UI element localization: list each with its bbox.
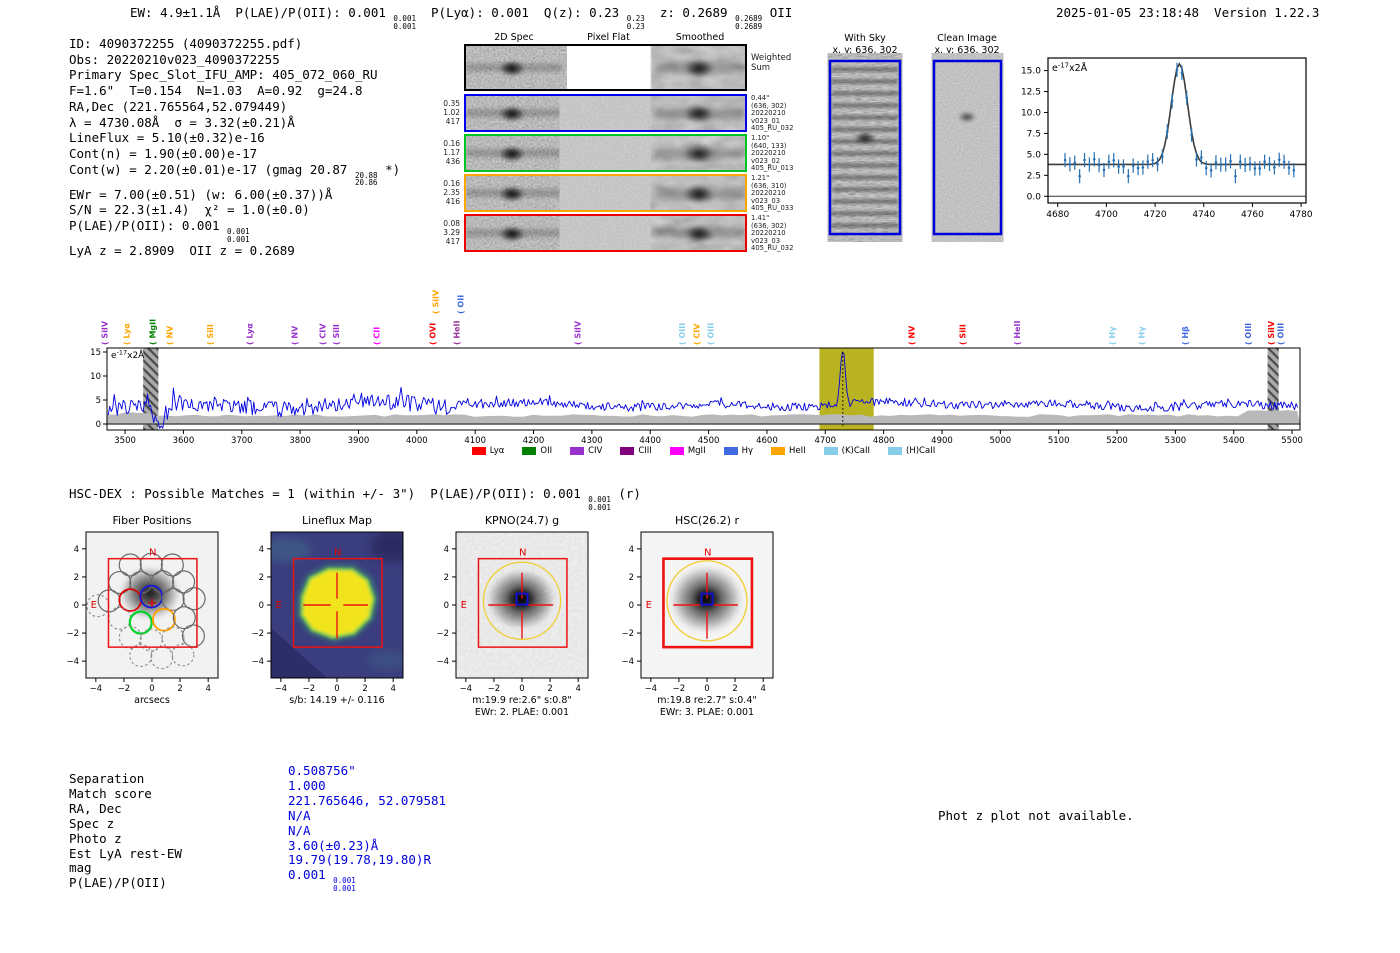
svg-text:KPNO(24.7) g: KPNO(24.7) g <box>484 514 560 527</box>
svg-text:e-17x2Å: $e^{-17}x2Å$ <box>1052 61 1088 74</box>
legend-item: OII <box>522 446 552 456</box>
svg-text:4300: 4300 <box>581 436 603 446</box>
info-line: RA,Dec (221.765564,52.079449) <box>69 98 288 114</box>
spec2d-row-left-label: 0.08 3.29 417 <box>443 219 460 246</box>
svg-text:3500: 3500 <box>114 436 136 446</box>
svg-text:4780: 4780 <box>1289 210 1313 220</box>
svg-text:( SiII: ( SiII <box>958 324 968 345</box>
info-line: LyA z = 2.8909 OII z = 0.2689 <box>69 243 295 259</box>
clean-image-coords: x, y: 636, 302 <box>934 44 1000 56</box>
svg-text:s/b: 14.19 +/- 0.116: s/b: 14.19 +/- 0.116 <box>289 695 385 706</box>
svg-text:EWr: 2. PLAE: 0.001: EWr: 2. PLAE: 0.001 <box>474 707 570 718</box>
legend-item: MgII <box>670 446 706 456</box>
spec2d-row <box>464 174 747 212</box>
match-table-value: 19.79(19.78,19.80)R <box>288 852 431 868</box>
match-table-label: mag <box>69 860 92 876</box>
info-line: S/N = 22.3(±1.4) χ² = 1.0(±0.0) <box>69 202 310 218</box>
svg-text:5200: 5200 <box>1106 436 1128 446</box>
match-table-label: Spec z <box>69 815 115 831</box>
spec2d-row-right-label: 1.10" (640, 133) 20220210 v023_02 405_RU_013 <box>751 134 794 173</box>
svg-text:10.0: 10.0 <box>1020 108 1041 119</box>
svg-text:( Lyα: ( Lyα <box>245 323 255 345</box>
match-table-value: N/A <box>288 822 311 838</box>
cutout-image_smooth <box>605 510 805 722</box>
svg-text:0: 0 <box>73 601 79 611</box>
svg-text:N: N <box>703 547 712 559</box>
svg-text:2: 2 <box>628 572 634 583</box>
svg-text:( CIV: ( CIV <box>692 323 702 345</box>
spec2d-row-right-label: 1.21" (636, 310) 20220210 v023_03 405_RU_033 <box>751 174 794 213</box>
match-table-value: 1.000 <box>288 777 326 793</box>
spectrum-legend <box>107 444 1300 458</box>
svg-text:E: E <box>645 600 652 611</box>
legend-swatch <box>888 447 902 455</box>
svg-text:( NV: ( NV <box>290 325 300 345</box>
svg-text:Lineflux Map: Lineflux Map <box>301 514 373 527</box>
svg-text:−4: −4 <box>459 684 473 694</box>
svg-text:2.5: 2.5 <box>1026 171 1041 182</box>
svg-text:N: N <box>148 547 157 559</box>
match-table-value: 3.60(±0.23)Å <box>288 837 379 853</box>
svg-text:4700: 4700 <box>1094 210 1118 220</box>
svg-text:( Lyα: ( Lyα <box>122 323 132 345</box>
spec2d-row <box>464 44 747 91</box>
info-line: F=1.6" T=0.154 N=1.03 A=0.92 g=24.8 <box>69 83 363 99</box>
match-table-label: Match score <box>69 785 152 801</box>
svg-text:0: 0 <box>149 684 155 694</box>
svg-text:( HeII: ( HeII <box>452 320 462 345</box>
svg-text:5500: 5500 <box>1281 436 1303 446</box>
legend-item: HeII <box>771 446 806 456</box>
spec2d-row-left-label: 0.16 1.17 436 <box>443 139 460 166</box>
legend-item: CIV <box>570 446 602 456</box>
legend-swatch <box>620 447 634 455</box>
with-sky-coords: x, y: 636, 302 <box>832 44 898 56</box>
svg-text:5: 5 <box>95 396 101 406</box>
info-line: ID: 4090372255 (4090372255.pdf) <box>69 36 303 51</box>
svg-text:arcsecs: arcsecs <box>134 695 170 706</box>
svg-text:0: 0 <box>95 420 101 430</box>
svg-text:( HeII: ( HeII <box>1012 320 1022 345</box>
svg-text:0: 0 <box>704 684 710 694</box>
svg-text:( SiIV: ( SiIV <box>573 320 583 345</box>
svg-text:e-17x2Å: $e^{-17}x2Å$ <box>111 348 145 361</box>
cutout-image <box>420 510 620 722</box>
svg-text:E: E <box>460 600 467 611</box>
spec2d-col-header-pixelflat: Pixel Flat <box>587 32 630 43</box>
svg-text:m:19.8 re:2.7" s:0.4": m:19.8 re:2.7" s:0.4" <box>657 695 757 706</box>
svg-text:( NV: ( NV <box>907 325 917 345</box>
svg-text:N: N <box>518 547 527 559</box>
info-line: Cont(w) = 2.20(±0.01)e-17 (gmag 20.87 20.88 20.86 *) <box>69 161 401 188</box>
svg-text:0: 0 <box>628 601 634 611</box>
detection-info-block <box>69 36 400 259</box>
info-line: LineFlux = 5.10(±0.32)e-16 <box>69 130 265 146</box>
svg-text:−4: −4 <box>89 684 103 694</box>
info-line: Obs: 20220210v023_4090372255 <box>69 51 280 67</box>
info-line: λ = 4730.08Å σ = 3.32(±0.21)Å <box>69 114 295 130</box>
spec2d-col-header-smoothed: Smoothed <box>675 32 725 43</box>
svg-text:4: 4 <box>628 544 634 555</box>
svg-text:0.0: 0.0 <box>1026 192 1041 203</box>
svg-text:( OVI: ( OVI <box>428 322 438 345</box>
svg-text:4740: 4740 <box>1192 210 1216 220</box>
svg-text:( OII: ( OII <box>456 294 466 314</box>
svg-text:N: N <box>333 547 342 559</box>
spec2d-row-left-label: 0.16 2.35 416 <box>443 179 460 206</box>
svg-text:2: 2 <box>362 684 368 694</box>
svg-text:4: 4 <box>205 684 211 694</box>
report-timestamp-version: 2025-01-05 23:18:48 Version 1.22.3 <box>1056 5 1320 20</box>
svg-text:5.0: 5.0 <box>1026 150 1041 161</box>
svg-text:−2: −2 <box>436 629 449 640</box>
svg-text:−4: −4 <box>644 684 658 694</box>
svg-text:( OIII: ( OIII <box>677 322 687 345</box>
svg-text:2: 2 <box>73 572 79 583</box>
match-table-label: Separation <box>69 771 145 786</box>
svg-text:( SiIV: ( SiIV <box>1267 320 1277 345</box>
info-line: P(LAE)/P(OII): 0.001 0.001 0.001 <box>69 218 250 244</box>
svg-text:−4: −4 <box>621 657 634 668</box>
legend-item: (H)CaII <box>888 446 935 456</box>
legend-item: (K)CaII <box>824 446 870 456</box>
svg-text:( SiIV: ( SiIV <box>100 320 110 345</box>
svg-text:−2: −2 <box>66 629 79 640</box>
legend-swatch <box>670 447 684 455</box>
svg-text:4: 4 <box>258 544 264 555</box>
legend-item: Lyα <box>472 446 505 456</box>
svg-text:4200: 4200 <box>522 436 545 446</box>
svg-text:( OIII: ( OIII <box>1243 322 1253 345</box>
legend-item: CIII <box>620 446 651 456</box>
svg-text:4500: 4500 <box>697 436 720 446</box>
svg-text:EWr: 3. PLAE: 0.001: EWr: 3. PLAE: 0.001 <box>659 707 755 718</box>
legend-swatch <box>570 447 584 455</box>
svg-text:3800: 3800 <box>289 436 311 446</box>
svg-text:−4: −4 <box>274 684 288 694</box>
svg-text:5400: 5400 <box>1222 436 1245 446</box>
with-sky-title: With Sky <box>844 33 886 44</box>
svg-text:( Hγ: ( Hγ <box>1107 326 1117 345</box>
cutout-lineflux <box>235 510 435 722</box>
legend-swatch <box>824 447 838 455</box>
spec2d-row-right-label: 0.44" (636, 302) 20220210 v023_01 405_RU_032 <box>751 94 794 133</box>
svg-text:15.0: 15.0 <box>1020 66 1041 77</box>
match-table-value: 221.765646, 52.079581 <box>288 792 447 808</box>
svg-text:15: 15 <box>90 348 101 358</box>
svg-text:2: 2 <box>732 684 738 694</box>
spec2d-row <box>464 134 747 172</box>
svg-text:4760: 4760 <box>1240 210 1264 220</box>
svg-text:4720: 4720 <box>1143 210 1167 220</box>
spec2d-row <box>464 94 747 132</box>
svg-text:4: 4 <box>390 684 396 694</box>
svg-text:m:19.9 re:2.6" s:0.8": m:19.9 re:2.6" s:0.8" <box>472 695 572 706</box>
spec2d-row-right-label: 1.41" (636, 302) 20220210 v023_03 405_RU_032 <box>751 214 794 253</box>
svg-text:−4: −4 <box>66 657 79 668</box>
svg-text:2: 2 <box>547 684 553 694</box>
svg-text:2: 2 <box>258 572 264 583</box>
svg-text:E: E <box>275 600 282 611</box>
svg-text:−2: −2 <box>117 684 131 694</box>
svg-text:0: 0 <box>443 601 449 611</box>
match-table-value: N/A <box>288 807 311 823</box>
match-table-label: Est LyA rest-EW <box>69 845 182 861</box>
svg-text:0: 0 <box>258 601 264 611</box>
info-line: EWr = 7.00(±0.51) (w: 6.00(±0.37))Å <box>69 186 333 202</box>
hsc-match-line: HSC-DEX : Possible Matches = 1 (within +/- 3") P(LAE)/P(OII): 0.001 0.001 0.001 (r) <box>69 486 641 512</box>
svg-text:−4: −4 <box>251 657 264 668</box>
spec2d-row <box>464 214 747 252</box>
spec2d-col-header-2dspec: 2D Spec <box>494 32 534 43</box>
svg-text:Fiber Positions: Fiber Positions <box>112 514 192 527</box>
svg-text:5100: 5100 <box>1047 436 1070 446</box>
svg-text:3900: 3900 <box>347 436 370 446</box>
svg-text:4900: 4900 <box>931 436 953 446</box>
clean-image-header <box>928 33 1006 56</box>
svg-text:4100: 4100 <box>464 436 487 446</box>
legend-swatch <box>771 447 785 455</box>
svg-text:3600: 3600 <box>172 436 195 446</box>
legend-swatch <box>724 447 738 455</box>
svg-text:4700: 4700 <box>814 436 837 446</box>
svg-text:4000: 4000 <box>406 436 428 446</box>
legend-swatch <box>522 447 536 455</box>
svg-text:12.5: 12.5 <box>1020 87 1041 98</box>
svg-text:( SiIV: ( SiIV <box>431 289 441 314</box>
svg-text:4400: 4400 <box>639 436 662 446</box>
spec2d-row-right-label: Weighted Sum <box>751 53 792 73</box>
clean-image-title: Clean Image <box>937 33 997 44</box>
clean-image <box>933 60 1002 235</box>
match-table-value: 0.508756" <box>288 763 356 778</box>
svg-text:( CIV: ( CIV <box>318 323 328 345</box>
svg-text:( SiII: ( SiII <box>331 324 341 345</box>
svg-text:4: 4 <box>575 684 581 694</box>
match-table <box>69 763 669 901</box>
svg-text:5000: 5000 <box>989 436 1012 446</box>
svg-text:( OIII: ( OIII <box>1276 322 1286 345</box>
svg-text:5300: 5300 <box>1164 436 1187 446</box>
svg-text:E: E <box>90 600 97 611</box>
svg-text:4600: 4600 <box>756 436 778 446</box>
svg-text:0: 0 <box>519 684 525 694</box>
svg-text:−2: −2 <box>487 684 501 694</box>
svg-text:4: 4 <box>73 544 79 555</box>
svg-text:10: 10 <box>90 372 101 382</box>
match-table-label: P(LAE)/P(OII) <box>69 875 167 891</box>
svg-text:−2: −2 <box>302 684 316 694</box>
svg-text:0: 0 <box>334 684 340 694</box>
svg-text:−2: −2 <box>672 684 686 694</box>
match-table-value: 0.001 0.001 0.001 <box>288 867 356 893</box>
svg-text:( Hβ: ( Hβ <box>1180 326 1190 345</box>
svg-text:3700: 3700 <box>230 436 253 446</box>
spec2d-row-left-label: 0.35 1.02 417 <box>443 99 460 126</box>
with-sky-image <box>829 60 901 235</box>
full-spectrum-plot <box>90 268 1310 448</box>
summary-header-line: EW: 4.9±1.1Å P(LAE)/P(OII): 0.001 0.001 0.001 P(Lyα): 0.001 Q(z): 0.23 0.23 0.23 z: 0.2689 0.2689 0.2689 OII <box>130 5 793 31</box>
info-line: Primary Spec_Slot_IFU_AMP: 405_072_060_RU <box>69 67 378 83</box>
line-fit-plot <box>1012 45 1312 227</box>
photz-note: Phot z plot not available. <box>938 808 1134 823</box>
legend-item: Hγ <box>724 446 753 456</box>
svg-text:( MgII: ( MgII <box>148 318 158 345</box>
info-line: Cont(n) = 1.90(±0.00)e-17 <box>69 145 258 161</box>
svg-text:2: 2 <box>443 572 449 583</box>
svg-text:2: 2 <box>177 684 183 694</box>
cutout-fibers <box>50 510 250 722</box>
svg-text:( CII: ( CII <box>372 326 382 345</box>
svg-text:−4: −4 <box>436 657 449 668</box>
svg-text:−2: −2 <box>251 629 264 640</box>
svg-text:HSC(26.2) r: HSC(26.2) r <box>674 514 740 527</box>
svg-text:−2: −2 <box>621 629 634 640</box>
svg-text:( Hγ: ( Hγ <box>1137 326 1147 345</box>
legend-swatch <box>472 447 486 455</box>
match-table-label: RA, Dec <box>69 800 122 816</box>
svg-text:4680: 4680 <box>1046 210 1070 220</box>
svg-text:( SiII: ( SiII <box>205 324 215 345</box>
svg-text:4800: 4800 <box>872 436 895 446</box>
svg-text:4: 4 <box>443 544 449 555</box>
match-table-label: Photo z <box>69 830 122 846</box>
svg-text:( OIII: ( OIII <box>706 322 716 345</box>
svg-text:( NV: ( NV <box>165 325 175 345</box>
svg-text:4: 4 <box>760 684 766 694</box>
with-sky-header <box>826 33 904 56</box>
svg-text:7.5: 7.5 <box>1026 129 1041 140</box>
